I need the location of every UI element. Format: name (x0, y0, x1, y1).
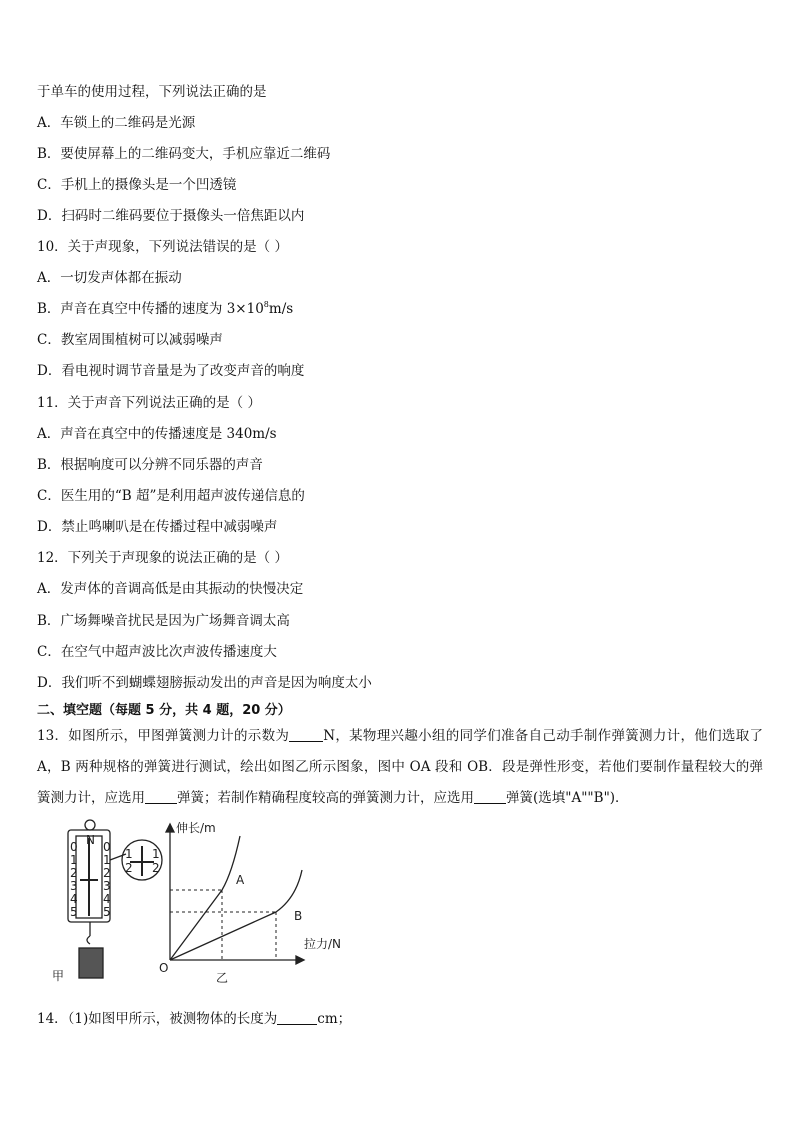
option-d: D．我们听不到蝴蝶翅膀振动发出的声音是因为响度太小 (37, 675, 372, 691)
tick-label: 1 (152, 847, 160, 861)
q13-text-4: 弹簧(选填"A""B")． (506, 790, 629, 806)
option-a: A．车锁上的二维码是光源 (37, 115, 196, 131)
tick-label: 3 (70, 879, 78, 893)
text-line: 于单车的使用过程，下列说法正确的是 (37, 84, 267, 100)
q13-text-1: 13．如图所示，甲图弹簧测力计的示数为 (37, 728, 290, 744)
answer-blank[interactable] (277, 1010, 317, 1025)
question-12: 12．下列关于声现象的说法正确的是（ ） (37, 550, 288, 566)
origin-label: O (159, 961, 169, 975)
question-11: 11．关于声音下列说法正确的是（ ） (37, 395, 261, 411)
option-b: B．广场舞噪音扰民是因为广场舞音调太高 (37, 613, 290, 629)
hook-curve (87, 936, 90, 944)
q14-text-1: 14．（1)如图甲所示，被测物体的长度为 (37, 1011, 278, 1027)
tick-label: 0 (70, 840, 78, 854)
option-d: D．扫码时二维码要位于摄像头一倍焦距以内 (37, 208, 305, 224)
x-axis-label: 拉力/N (304, 937, 342, 951)
option-d: D．禁止鸣喇叭是在传播过程中减弱噪声 (37, 519, 278, 535)
option-c: C．在空气中超声波比次声波传播速度大 (37, 644, 277, 660)
extension-graph (166, 824, 304, 964)
option-a: A．一切发声体都在振动 (37, 270, 182, 286)
tick-label: 1 (125, 847, 133, 861)
option-c: C．手机上的摄像头是一个凹透镜 (37, 177, 237, 193)
weight-block (79, 948, 103, 978)
tick-label: 4 (103, 892, 111, 906)
answer-blank[interactable] (145, 789, 177, 804)
question-13 (37, 721, 763, 814)
question-14 (37, 1010, 351, 1028)
option-a: A．发声体的音调高低是由其振动的快慢决定 (37, 581, 304, 597)
zoom-leader (110, 854, 126, 860)
curve-a (170, 836, 240, 960)
option-b (37, 300, 293, 318)
spring-scale (68, 820, 162, 978)
tick-label: 2 (125, 861, 133, 875)
tick-label: 5 (70, 905, 78, 919)
tick-label: 3 (103, 879, 111, 893)
option-a: A．声音在真空中的传播速度是 340m/s (37, 426, 277, 442)
question-10: 10．关于声现象，下列说法错误的是（ ） (37, 239, 288, 255)
y-axis-label: 伸长/m (176, 821, 216, 835)
x-arrow (296, 956, 304, 964)
tick-label: 1 (103, 853, 111, 867)
q14-text-2: cm； (317, 1011, 352, 1027)
tick-label: 2 (152, 861, 160, 875)
q13-text-3: 弹簧；若制作精确程度较高的弹簧测力计，应选用 (177, 790, 474, 806)
tick-label: 1 (70, 853, 78, 867)
answer-blank[interactable] (474, 789, 506, 804)
tick-label: 5 (103, 905, 111, 919)
answer-blank[interactable] (289, 727, 323, 742)
question-13-figure (50, 818, 360, 988)
tick-label: 4 (70, 892, 78, 906)
scale-right-labels (103, 840, 111, 919)
tick-label: 2 (70, 866, 78, 880)
label-jia: 甲 (52, 969, 65, 983)
hook-ring (85, 820, 95, 830)
option-d: D．看电视时调节音量是为了改变声音的响度 (37, 363, 305, 379)
section-heading: 二、填空题（每题 5 分，共 4 题，20 分） (37, 703, 291, 718)
label-yi: 乙 (216, 971, 229, 985)
scale-left-labels (70, 840, 78, 919)
q13-text-2: N，某物理兴趣小组的同学们准备自己动手制作弹簧测力计，他们选取了 A，B 两种规格的弹簧进行测试，绘出如图乙所示图象，图中 OA 段和 OB．段是弹性形变，若他们要制作量程较大的弹簧测力计，应选用 (37, 728, 764, 806)
tick-label: 2 (103, 866, 111, 880)
curve-a-label: A (236, 873, 245, 887)
meter-unit: N (86, 833, 95, 847)
option-c: C．医生用的“B 超”是利用超声波传递信息的 (37, 488, 305, 504)
option-b: B．要使屏幕上的二维码变大，手机应靠近二维码 (37, 146, 331, 162)
y-arrow (166, 824, 174, 832)
tick-label: 0 (103, 840, 111, 854)
option-b: B．根据响度可以分辨不同乐器的声音 (37, 457, 263, 473)
spring-figure-svg (50, 818, 360, 988)
option-c: C．教室周围植树可以减弱噪声 (37, 332, 223, 348)
unit-text: m/s (268, 301, 294, 317)
curve-b-label: B (294, 909, 303, 923)
exponent: 8 (263, 300, 269, 309)
option-text: B．声音在真空中传播的速度为 3×10 (37, 301, 264, 317)
